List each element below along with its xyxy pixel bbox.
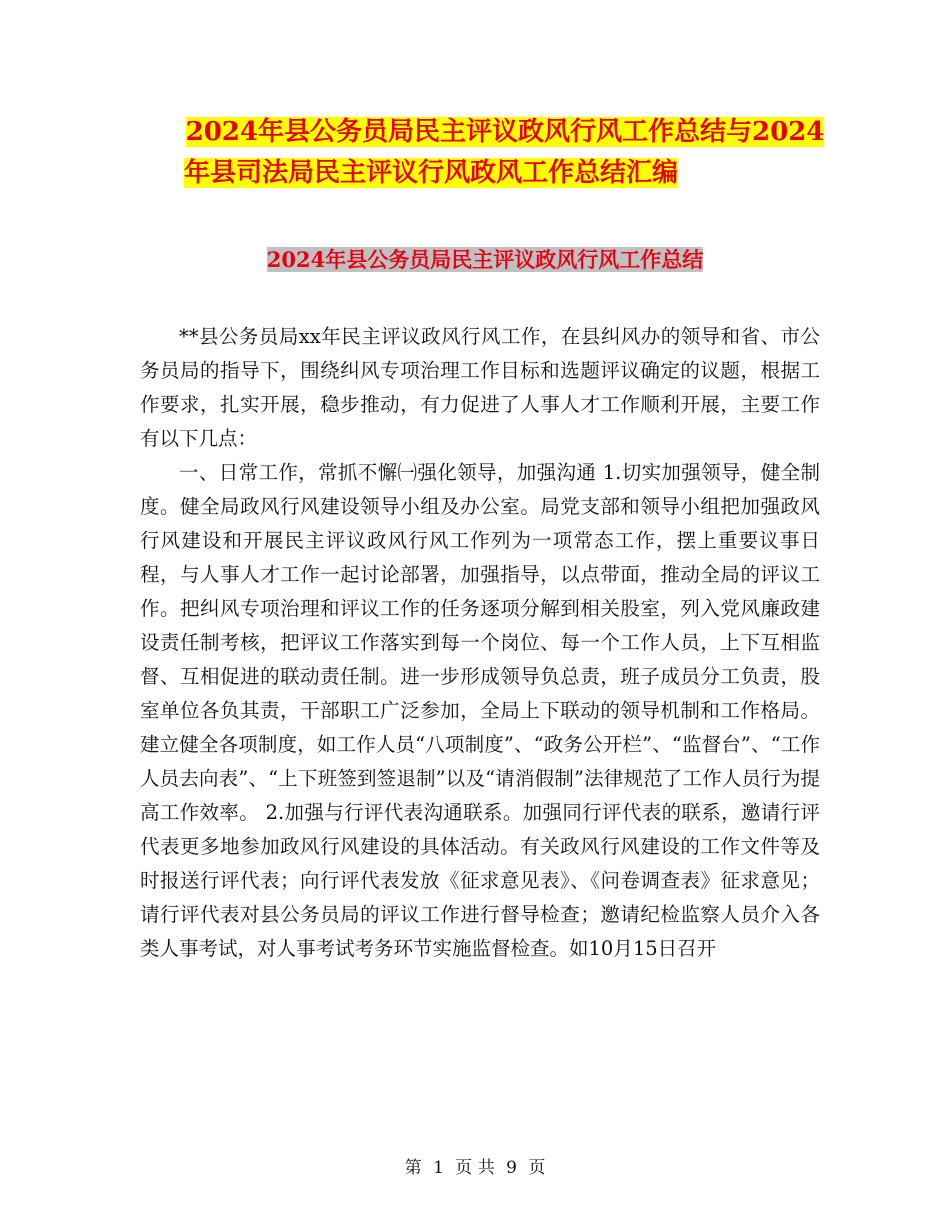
- footer-suffix: 页: [528, 1158, 546, 1178]
- page-footer: [0, 1153, 950, 1178]
- section-title-text: 2024年县公务员局民主评议政风行风工作总结: [266, 247, 704, 272]
- title-line-2-text: 年县司法局民主评议行风政风工作总结汇编: [184, 158, 679, 188]
- document-title: [140, 112, 830, 193]
- paragraph-daily-work: 一、日常工作，常抓不懈㈠强化领导，加强沟通 1.切实加强领导，健全制度。健全局政风行风建设领导小组及办公室。局党支部和领导小组把加强政风行风建设和开展民主评议政风行风工作列为一项常态工作，摆上重要议事日程，与人事人才工作一起讨论部署，加强指导，以点带面，推动全局的评议工作。把纠风专项治理和评议工作的任务逐项分解到相关股室，列入党风廉政建设责任制考核，把评议工作落实到每一个岗位、每一个工作人员，上下互相监督、互相促进的联动责任制。进一步形成领导负总责，班子成员分工负责，股室单位各负其责，干部职工广泛参加，全局上下联动的领导机制和工作格局。建立健全各项制度，如工作人员“八项制度”、“政务公开栏”、“监督台”、“工作人员去向表”、“上下班签到签退制”以及“请消假制”法律规范了工作人员行为提高工作效率。 2.加强与行评代表沟通联系。加强同行评代表的联系，邀请行评代表更多地参加政风行风建设的具体活动。有关政风行风建设的工作文件等及时报送行评代表；向行评代表发放《征求意见表》、《问卷调查表》征求意见；请行评代表对县公务员局的评议工作进行督导检查；邀请纪检监察人员介入各类人事考试，对人事考试考务环节实施监督检查。如10月15日召开: [140, 461, 820, 960]
- footer-prefix: 第: [404, 1158, 422, 1178]
- footer-current-page: 1: [433, 1158, 444, 1178]
- footer-total-pages: 9: [506, 1158, 517, 1178]
- footer-middle: 页 共: [455, 1158, 495, 1178]
- section-title: [140, 244, 830, 276]
- title-line-1: [140, 112, 830, 152]
- title-line-1-text: 2024年县公务员局民主评议政风行风工作总结与2024: [185, 117, 825, 147]
- title-line-2: [140, 153, 830, 193]
- paragraph-intro: **县公务员局xx年民主评议政风行风工作，在县纠风办的领导和省、市公务员局的指导下，围绕纠风专项治理工作目标和选题评议确定的议题，根据工作要求，扎实开展，稳步推动，有力促进了人事人才工作顺利开展，主要工作有以下几点：: [140, 325, 820, 450]
- document-body: [140, 320, 820, 966]
